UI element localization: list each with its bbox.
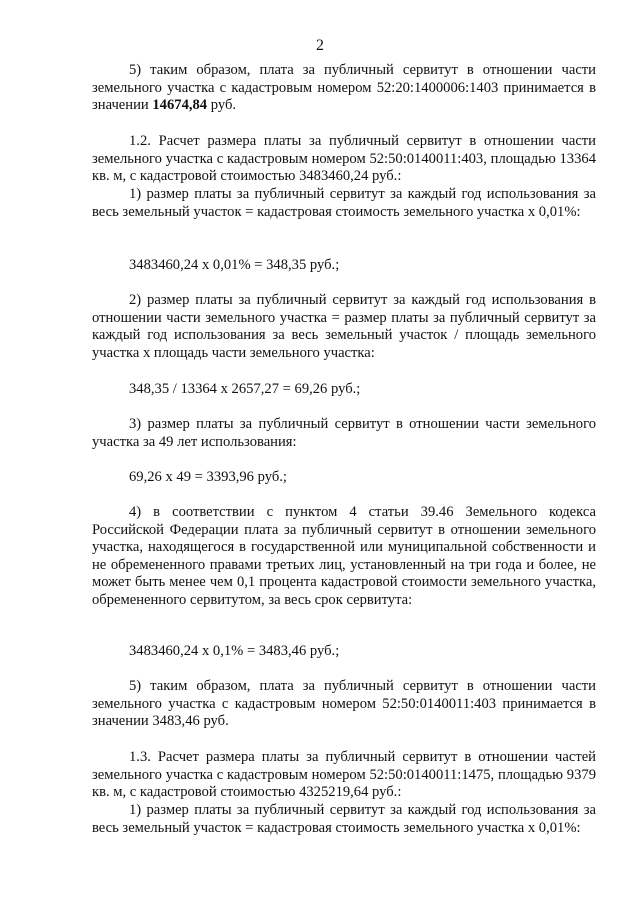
section-1-2-step-3: 3) размер платы за публичный сервитут в отношении части земельного участка за 49 лет использования: (92, 416, 596, 450)
section-1-3-heading: 1.3. Расчет размера платы за публичный сервитут в отношении частей земельного участка с кадастровым номером 52:50:0140011:1475, площадью 9379 кв. м, с кадастровой стоимостью 4325219,64 руб.: (92, 749, 596, 801)
section-1-2-step-1: 1) размер платы за публичный сервитут за каждый год использования за весь земельный участок = кадастровая стоимость земельного участка х 0,01%: (92, 186, 596, 220)
section-1-2-heading: 1.2. Расчет размера платы за публичный сервитут в отношении части земельного участка с кадастровым номером 52:50:0140011:403, площадью 13364 кв. м, с кадастровой стоимостью 3483460,24 руб.: (92, 133, 596, 185)
section-1-3-step-1: 1) размер платы за публичный сервитут за каждый год использования за весь земельный участок = кадастровая стоимость земельного участка х 0,01%: (92, 802, 596, 836)
conclusion-amount: 14674,84 (152, 97, 208, 114)
formula-4: 3483460,24 х 0,1% = 3483,46 руб.; (129, 643, 340, 659)
formula-1: 3483460,24 х 0,01% = 348,35 руб.; (129, 257, 340, 273)
paragraph-conclusion-1-1 (92, 62, 596, 115)
section-1-2-step-5: 5) таким образом, плата за публичный сервитут в отношении части земельного участка с кадастровым номером 52:50:0140011:403 принимается в значении 3483,46 руб. (92, 678, 596, 730)
formula-2: 348,35 / 13364 х 2657,27 = 69,26 руб.; (129, 381, 361, 397)
conclusion-suffix: руб. (207, 97, 237, 114)
section-1-2-step-4: 4) в соответствии с пунктом 4 статьи 39.46 Земельного кодекса Российской Федерации плата за публичный сервитут в отношении земельного участка, находящегося в государственной или муниципальной собственности и не обремененного правами третьих лиц, установленный на три года и более, не может быть менее чем 0,1 процента кадастровой стоимости земельного участка, обремененного сервитутом, за весь срок сервитута: (92, 504, 596, 608)
page-number: 2 (316, 37, 324, 54)
formula-3: 69,26 х 49 = 3393,96 руб.; (129, 469, 287, 485)
conclusion-text: 5) таким образом, плата за публичный сервитут в отношении части земельного участка с кадастровым номером 52:20:1400006:1403 принимается в значении (92, 62, 596, 114)
section-1-2-step-2: 2) размер платы за публичный сервитут за каждый год использования в отношении части земельного участка = размер платы за публичный сервитут за каждый год использования за весь земельный участок / площадь земельного участка х площадь части земельного участка: (92, 292, 596, 361)
